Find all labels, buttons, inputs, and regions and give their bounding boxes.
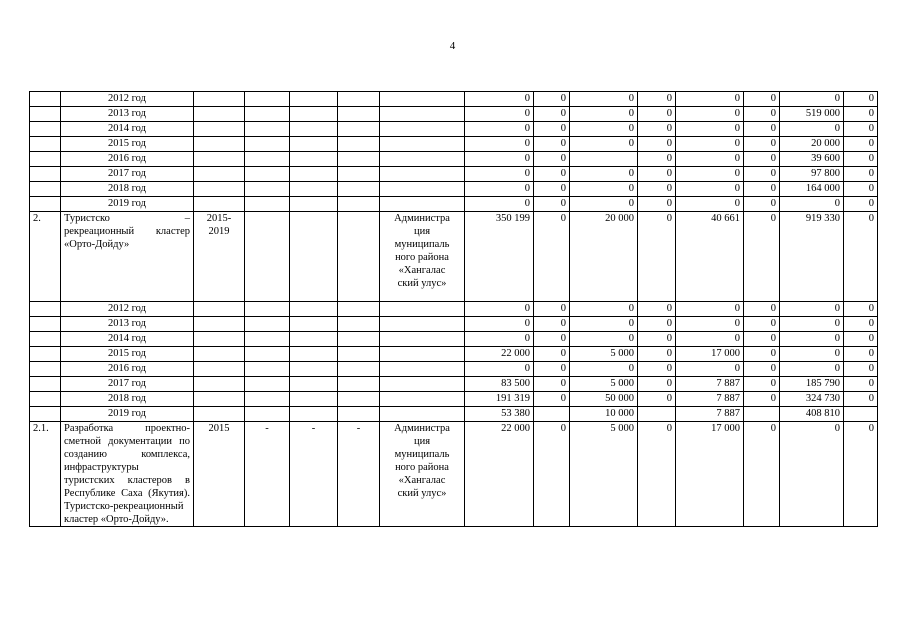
value-cell: 0 xyxy=(465,302,534,317)
item-2-1-row xyxy=(30,422,878,527)
empty-cell xyxy=(245,197,290,212)
value-cell: 0 xyxy=(676,332,744,347)
value-cell: 0 xyxy=(744,122,780,137)
value-cell xyxy=(534,407,570,422)
value-cell: 53 380 xyxy=(465,407,534,422)
item-2-value-7: 919 330 xyxy=(780,212,844,302)
year-label: 2018 год xyxy=(61,392,194,407)
item-2-period: 2015- 2019 xyxy=(194,212,245,302)
row-number-cell xyxy=(30,152,61,167)
empty-cell xyxy=(290,167,338,182)
item-2-1-value-2: 0 xyxy=(534,422,570,527)
empty-cell xyxy=(194,362,245,377)
empty-cell xyxy=(194,302,245,317)
value-cell: 0 xyxy=(534,377,570,392)
year-label: 2018 год xyxy=(61,182,194,197)
year-row xyxy=(30,197,878,212)
empty-cell xyxy=(245,122,290,137)
empty-cell xyxy=(290,347,338,362)
item-2-1-value-5: 17 000 xyxy=(676,422,744,527)
value-cell: 39 600 xyxy=(780,152,844,167)
value-cell: 0 xyxy=(744,332,780,347)
item-2-1-dash-3: - xyxy=(338,422,380,527)
row-number-cell xyxy=(30,92,61,107)
value-cell: 0 xyxy=(534,122,570,137)
value-cell: 0 xyxy=(676,107,744,122)
value-cell: 0 xyxy=(638,362,676,377)
row-number-cell xyxy=(30,377,61,392)
value-cell: 83 500 xyxy=(465,377,534,392)
row-number-cell xyxy=(30,392,61,407)
empty-cell xyxy=(290,92,338,107)
empty-cell xyxy=(380,347,465,362)
value-cell: 0 xyxy=(638,197,676,212)
row-number-cell xyxy=(30,137,61,152)
block2-year-rows xyxy=(30,302,878,422)
value-cell: 0 xyxy=(638,317,676,332)
value-cell: 0 xyxy=(638,167,676,182)
empty-cell xyxy=(245,347,290,362)
empty-cell xyxy=(290,407,338,422)
value-cell: 0 xyxy=(744,317,780,332)
value-cell: 7 887 xyxy=(676,392,744,407)
value-cell: 0 xyxy=(844,347,878,362)
value-cell: 0 xyxy=(465,197,534,212)
value-cell: 0 xyxy=(676,92,744,107)
empty-cell xyxy=(338,167,380,182)
year-row xyxy=(30,317,878,332)
value-cell: 0 xyxy=(534,332,570,347)
value-cell: 0 xyxy=(676,302,744,317)
empty-cell xyxy=(338,377,380,392)
value-cell: 0 xyxy=(744,302,780,317)
item-2-value-5: 40 661 xyxy=(676,212,744,302)
year-row xyxy=(30,167,878,182)
value-cell: 0 xyxy=(744,377,780,392)
value-cell: 0 xyxy=(676,182,744,197)
value-cell: 0 xyxy=(534,317,570,332)
value-cell xyxy=(570,152,638,167)
empty-cell xyxy=(338,347,380,362)
year-label: 2013 год xyxy=(61,107,194,122)
empty-cell xyxy=(290,152,338,167)
empty-cell xyxy=(245,302,290,317)
year-label: 2016 год xyxy=(61,152,194,167)
value-cell: 0 xyxy=(465,92,534,107)
value-cell: 0 xyxy=(638,182,676,197)
value-cell: 0 xyxy=(570,182,638,197)
value-cell: 0 xyxy=(780,122,844,137)
value-cell: 0 xyxy=(465,332,534,347)
value-cell: 0 xyxy=(844,107,878,122)
empty-cell xyxy=(338,122,380,137)
item-2-number: 2. xyxy=(30,212,61,302)
value-cell: 10 000 xyxy=(570,407,638,422)
empty-cell xyxy=(290,377,338,392)
value-cell: 0 xyxy=(744,152,780,167)
empty-cell xyxy=(245,317,290,332)
empty-cell xyxy=(380,92,465,107)
empty-cell xyxy=(290,122,338,137)
empty-cell xyxy=(380,167,465,182)
empty-cell xyxy=(245,137,290,152)
value-cell: 0 xyxy=(465,182,534,197)
value-cell: 0 xyxy=(638,107,676,122)
item-2-name: Туристско – рекреационный кластер «Орто-Дойду» xyxy=(61,212,194,302)
value-cell: 0 xyxy=(744,167,780,182)
value-cell: 22 000 xyxy=(465,347,534,362)
value-cell xyxy=(638,407,676,422)
value-cell: 50 000 xyxy=(570,392,638,407)
empty-cell xyxy=(194,317,245,332)
row-number-cell xyxy=(30,407,61,422)
value-cell: 0 xyxy=(744,362,780,377)
row-number-cell xyxy=(30,347,61,362)
value-cell: 0 xyxy=(780,302,844,317)
item-2-value-3: 20 000 xyxy=(570,212,638,302)
item-2-1-name: Разработка проектно-сметной документации по созданию комплекса, инфраструктуры туристских кластеров в Республике Саха (Якутия). Туристско-рекреационный кластер «Орто-Дойду». xyxy=(61,422,194,527)
year-label: 2017 год xyxy=(61,167,194,182)
value-cell: 0 xyxy=(570,362,638,377)
value-cell xyxy=(744,407,780,422)
value-cell: 0 xyxy=(570,317,638,332)
empty-cell xyxy=(194,347,245,362)
empty-cell xyxy=(245,152,290,167)
value-cell: 408 810 xyxy=(780,407,844,422)
item-2-value-6: 0 xyxy=(744,212,780,302)
year-row xyxy=(30,392,878,407)
value-cell: 0 xyxy=(638,122,676,137)
value-cell: 0 xyxy=(570,332,638,347)
value-cell: 0 xyxy=(570,92,638,107)
value-cell: 17 000 xyxy=(676,347,744,362)
year-row xyxy=(30,152,878,167)
empty-cell xyxy=(380,392,465,407)
year-label: 2014 год xyxy=(61,122,194,137)
value-cell: 7 887 xyxy=(676,407,744,422)
empty-cell xyxy=(290,362,338,377)
item-2 xyxy=(30,212,878,302)
value-cell: 0 xyxy=(744,182,780,197)
value-cell: 0 xyxy=(534,92,570,107)
value-cell: 0 xyxy=(844,392,878,407)
value-cell: 0 xyxy=(534,107,570,122)
item-2-1-value-8: 0 xyxy=(844,422,878,527)
item-2-empty-2 xyxy=(290,212,338,302)
item-2-1-value-4: 0 xyxy=(638,422,676,527)
value-cell: 0 xyxy=(638,347,676,362)
year-row xyxy=(30,107,878,122)
value-cell: 0 xyxy=(744,392,780,407)
empty-cell xyxy=(380,182,465,197)
value-cell: 7 887 xyxy=(676,377,744,392)
empty-cell xyxy=(290,302,338,317)
value-cell: 0 xyxy=(570,197,638,212)
value-cell: 0 xyxy=(844,332,878,347)
block1-year-rows xyxy=(30,92,878,212)
empty-cell xyxy=(245,377,290,392)
budget-table xyxy=(29,91,878,527)
value-cell: 0 xyxy=(844,167,878,182)
value-cell: 0 xyxy=(844,122,878,137)
year-row xyxy=(30,137,878,152)
item-2-1-executor: Администра ция муниципаль ного района «Хангалас ский улус» xyxy=(380,422,465,527)
value-cell: 0 xyxy=(780,332,844,347)
empty-cell xyxy=(338,197,380,212)
year-row xyxy=(30,377,878,392)
value-cell: 0 xyxy=(465,167,534,182)
row-number-cell xyxy=(30,197,61,212)
value-cell: 0 xyxy=(780,317,844,332)
empty-cell xyxy=(194,392,245,407)
value-cell: 0 xyxy=(676,152,744,167)
empty-cell xyxy=(245,182,290,197)
empty-cell xyxy=(194,197,245,212)
value-cell: 0 xyxy=(676,122,744,137)
value-cell: 185 790 xyxy=(780,377,844,392)
empty-cell xyxy=(338,332,380,347)
value-cell: 0 xyxy=(534,392,570,407)
row-number-cell xyxy=(30,317,61,332)
item-2-row xyxy=(30,212,878,302)
value-cell: 0 xyxy=(780,347,844,362)
empty-cell xyxy=(380,137,465,152)
year-label: 2012 год xyxy=(61,92,194,107)
year-label: 2019 год xyxy=(61,197,194,212)
value-cell: 0 xyxy=(534,152,570,167)
value-cell: 0 xyxy=(638,392,676,407)
value-cell: 0 xyxy=(744,347,780,362)
item-2-value-4: 0 xyxy=(638,212,676,302)
value-cell xyxy=(844,407,878,422)
empty-cell xyxy=(380,332,465,347)
year-row xyxy=(30,332,878,347)
item-2-1-value-3: 5 000 xyxy=(570,422,638,527)
value-cell: 0 xyxy=(744,137,780,152)
value-cell: 0 xyxy=(638,302,676,317)
value-cell: 0 xyxy=(570,302,638,317)
empty-cell xyxy=(245,392,290,407)
value-cell: 519 000 xyxy=(780,107,844,122)
value-cell: 0 xyxy=(465,317,534,332)
item-2-empty-1 xyxy=(245,212,290,302)
empty-cell xyxy=(380,302,465,317)
empty-cell xyxy=(194,332,245,347)
empty-cell xyxy=(380,122,465,137)
item-2-1-value-7: 0 xyxy=(780,422,844,527)
empty-cell xyxy=(338,302,380,317)
value-cell: 0 xyxy=(844,137,878,152)
value-cell: 0 xyxy=(534,362,570,377)
empty-cell xyxy=(245,362,290,377)
empty-cell xyxy=(194,167,245,182)
empty-cell xyxy=(380,377,465,392)
value-cell: 0 xyxy=(844,152,878,167)
value-cell: 20 000 xyxy=(780,137,844,152)
value-cell: 0 xyxy=(844,197,878,212)
year-label: 2019 год xyxy=(61,407,194,422)
empty-cell xyxy=(380,197,465,212)
empty-cell xyxy=(290,107,338,122)
value-cell: 0 xyxy=(676,317,744,332)
value-cell: 0 xyxy=(780,92,844,107)
year-label: 2016 год xyxy=(61,362,194,377)
empty-cell xyxy=(245,92,290,107)
year-row xyxy=(30,92,878,107)
value-cell: 0 xyxy=(676,197,744,212)
item-2-1-period: 2015 xyxy=(194,422,245,527)
empty-cell xyxy=(380,407,465,422)
value-cell: 97 800 xyxy=(780,167,844,182)
item-2-1-number: 2.1. xyxy=(30,422,61,527)
value-cell: 0 xyxy=(465,122,534,137)
value-cell: 0 xyxy=(638,332,676,347)
empty-cell xyxy=(245,332,290,347)
empty-cell xyxy=(338,317,380,332)
row-number-cell xyxy=(30,107,61,122)
empty-cell xyxy=(380,107,465,122)
item-2-1-dash-1: - xyxy=(245,422,290,527)
row-number-cell xyxy=(30,302,61,317)
value-cell: 0 xyxy=(844,92,878,107)
value-cell: 0 xyxy=(465,137,534,152)
empty-cell xyxy=(290,182,338,197)
value-cell: 0 xyxy=(744,197,780,212)
empty-cell xyxy=(245,107,290,122)
year-label: 2014 год xyxy=(61,332,194,347)
year-row xyxy=(30,182,878,197)
value-cell: 164 000 xyxy=(780,182,844,197)
value-cell: 0 xyxy=(780,362,844,377)
empty-cell xyxy=(245,407,290,422)
value-cell: 0 xyxy=(780,197,844,212)
empty-cell xyxy=(245,167,290,182)
value-cell: 0 xyxy=(570,137,638,152)
year-label: 2015 год xyxy=(61,347,194,362)
item-2-value-2: 0 xyxy=(534,212,570,302)
empty-cell xyxy=(290,332,338,347)
year-row xyxy=(30,407,878,422)
value-cell: 191 319 xyxy=(465,392,534,407)
value-cell: 0 xyxy=(844,362,878,377)
empty-cell xyxy=(194,152,245,167)
empty-cell xyxy=(380,317,465,332)
empty-cell xyxy=(194,377,245,392)
year-row xyxy=(30,122,878,137)
empty-cell xyxy=(194,182,245,197)
year-row xyxy=(30,362,878,377)
empty-cell xyxy=(338,362,380,377)
value-cell: 5 000 xyxy=(570,377,638,392)
year-label: 2013 год xyxy=(61,317,194,332)
empty-cell xyxy=(290,197,338,212)
page-number: 4 xyxy=(449,40,456,52)
value-cell: 0 xyxy=(638,137,676,152)
empty-cell xyxy=(194,107,245,122)
empty-cell xyxy=(338,92,380,107)
row-number-cell xyxy=(30,167,61,182)
empty-cell xyxy=(338,137,380,152)
item-2-1 xyxy=(30,422,878,527)
row-number-cell xyxy=(30,332,61,347)
value-cell: 0 xyxy=(638,377,676,392)
value-cell: 0 xyxy=(534,167,570,182)
empty-cell xyxy=(194,92,245,107)
value-cell: 324 730 xyxy=(780,392,844,407)
value-cell: 0 xyxy=(534,302,570,317)
value-cell: 0 xyxy=(465,362,534,377)
empty-cell xyxy=(338,407,380,422)
empty-cell xyxy=(194,407,245,422)
value-cell: 0 xyxy=(844,317,878,332)
value-cell: 0 xyxy=(465,152,534,167)
year-label: 2012 год xyxy=(61,302,194,317)
value-cell: 0 xyxy=(638,92,676,107)
value-cell: 0 xyxy=(534,347,570,362)
value-cell: 0 xyxy=(844,182,878,197)
empty-cell xyxy=(290,392,338,407)
value-cell: 0 xyxy=(676,362,744,377)
value-cell: 0 xyxy=(744,107,780,122)
item-2-value-1: 350 199 xyxy=(465,212,534,302)
row-number-cell xyxy=(30,182,61,197)
value-cell: 0 xyxy=(570,107,638,122)
value-cell: 0 xyxy=(465,107,534,122)
value-cell: 0 xyxy=(676,137,744,152)
value-cell: 0 xyxy=(676,167,744,182)
year-label: 2017 год xyxy=(61,377,194,392)
year-row xyxy=(30,347,878,362)
value-cell: 0 xyxy=(744,92,780,107)
value-cell: 0 xyxy=(638,152,676,167)
empty-cell xyxy=(290,317,338,332)
value-cell: 0 xyxy=(534,197,570,212)
item-2-1-value-1: 22 000 xyxy=(465,422,534,527)
empty-cell xyxy=(194,122,245,137)
value-cell: 5 000 xyxy=(570,347,638,362)
empty-cell xyxy=(338,182,380,197)
empty-cell xyxy=(338,392,380,407)
value-cell: 0 xyxy=(570,167,638,182)
item-2-empty-3 xyxy=(338,212,380,302)
item-2-value-8: 0 xyxy=(844,212,878,302)
empty-cell xyxy=(290,137,338,152)
value-cell: 0 xyxy=(844,302,878,317)
year-label: 2015 год xyxy=(61,137,194,152)
value-cell: 0 xyxy=(570,122,638,137)
item-2-1-dash-2: - xyxy=(290,422,338,527)
value-cell: 0 xyxy=(844,377,878,392)
empty-cell xyxy=(338,152,380,167)
value-cell: 0 xyxy=(534,182,570,197)
empty-cell xyxy=(338,107,380,122)
item-2-1-value-6: 0 xyxy=(744,422,780,527)
row-number-cell xyxy=(30,362,61,377)
empty-cell xyxy=(380,152,465,167)
empty-cell xyxy=(194,137,245,152)
year-row xyxy=(30,302,878,317)
value-cell: 0 xyxy=(534,137,570,152)
empty-cell xyxy=(380,362,465,377)
row-number-cell xyxy=(30,122,61,137)
item-2-executor: Администра ция муниципаль ного района «Хангалас ский улус» xyxy=(380,212,465,302)
